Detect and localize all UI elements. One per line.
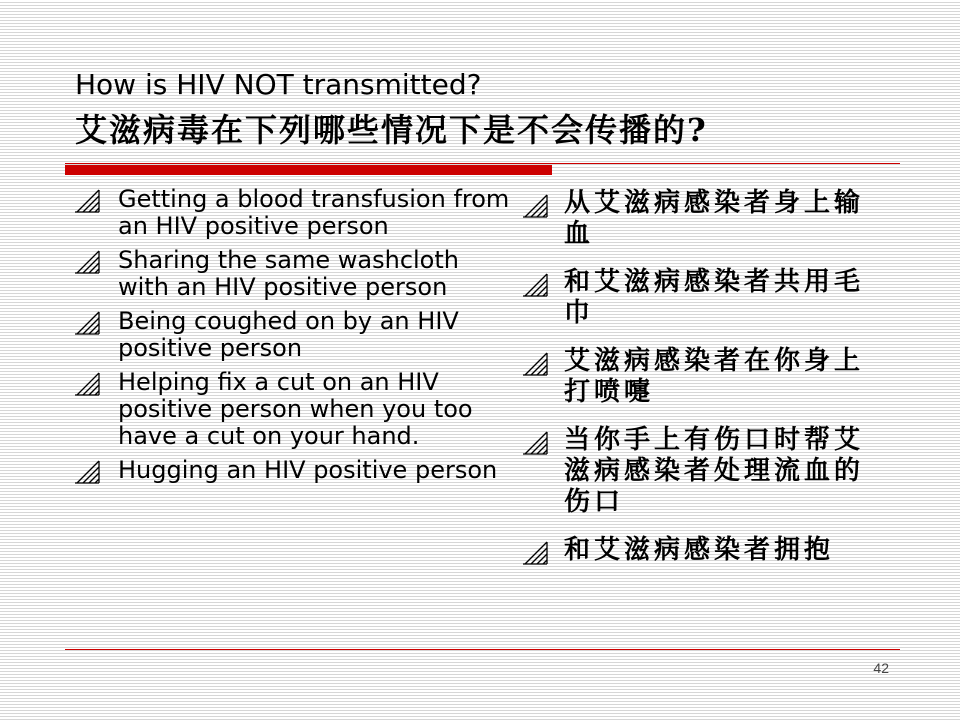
- title-accent-bar: [65, 165, 552, 175]
- list-item-text: 和艾滋病感染者拥抱: [564, 535, 835, 565]
- list-item-text: Being coughed on by an HIV positive person: [118, 307, 459, 362]
- hatched-triangle-bullet-icon: [522, 352, 548, 376]
- footer-divider-line: [65, 649, 900, 650]
- list-item-text: Sharing the same washcloth with an HIV positive person: [118, 246, 459, 301]
- list-item: [70, 457, 510, 484]
- hatched-triangle-bullet-icon: [522, 541, 548, 565]
- hatched-triangle-bullet-icon: [74, 460, 100, 484]
- list-item-text: Hugging an HIV positive person: [118, 456, 498, 484]
- list-item: [70, 186, 510, 240]
- list-item-text: Getting a blood transfusion from an HIV positive person: [118, 185, 510, 240]
- list-item: [518, 535, 878, 566]
- slide-title-chinese: 艾滋病毒在下列哪些情况下是不会传播的?: [75, 111, 708, 149]
- list-item: [70, 308, 510, 362]
- hatched-triangle-bullet-icon: [74, 372, 100, 396]
- list-item: [518, 267, 878, 329]
- list-item-text: 从艾滋病感染者身上输血: [564, 188, 865, 249]
- list-item-text: 当你手上有伤口时帮艾滋病感染者处理流血的伤口: [564, 425, 865, 517]
- list-item-text: 艾滋病感染者在你身上打喷嚏: [564, 346, 865, 407]
- page-number: 42: [873, 660, 889, 676]
- english-bullet-list: [70, 186, 510, 491]
- hatched-triangle-bullet-icon: [74, 250, 100, 274]
- hatched-triangle-bullet-icon: [522, 194, 548, 218]
- list-item: [70, 369, 510, 450]
- list-item: [518, 425, 878, 518]
- list-item: [518, 346, 878, 408]
- hatched-triangle-bullet-icon: [74, 311, 100, 335]
- list-item-text: 和艾滋病感染者共用毛巾: [564, 267, 865, 328]
- slide-title-english: How is HIV NOT transmitted?: [75, 68, 482, 101]
- hatched-triangle-bullet-icon: [74, 189, 100, 213]
- hatched-triangle-bullet-icon: [522, 431, 548, 455]
- chinese-bullet-list: [518, 188, 878, 583]
- hatched-triangle-bullet-icon: [522, 273, 548, 297]
- title-divider-line: [65, 163, 900, 164]
- list-item-text: Helping fix a cut on an HIV positive person when you too have a cut on your hand.: [118, 368, 473, 450]
- list-item: [70, 247, 510, 301]
- list-item: [518, 188, 878, 250]
